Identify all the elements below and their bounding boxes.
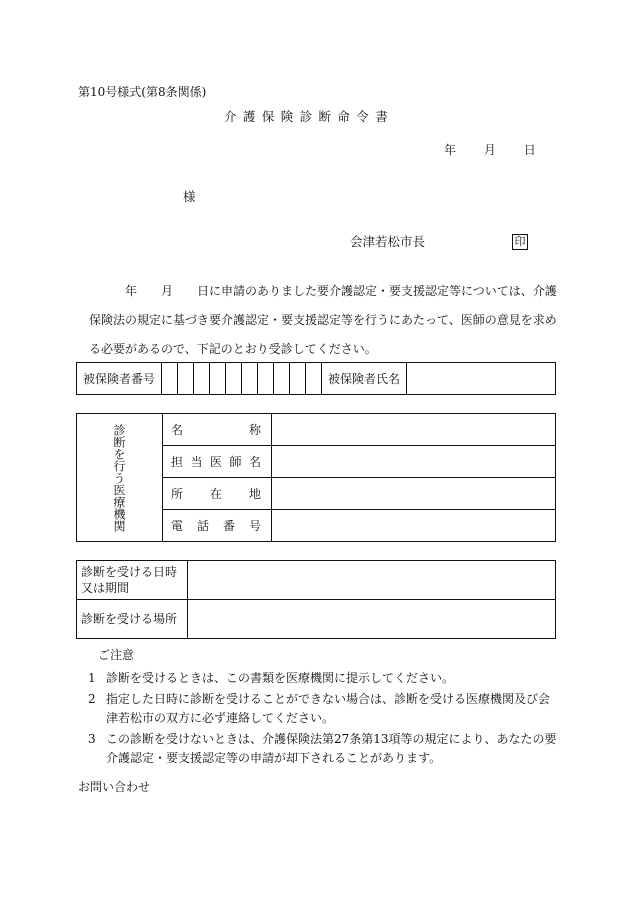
label-char: 称: [248, 423, 261, 437]
date-day: 日: [523, 143, 536, 157]
label-char: 所: [171, 487, 184, 501]
seal-mark: 印: [512, 234, 528, 250]
body-line: る必要があるので、下記のとおり受診してください。: [89, 342, 377, 356]
insured-number-digit[interactable]: [194, 363, 210, 395]
note-item: [88, 669, 558, 688]
form-number: 第10号様式(第8条関係): [78, 85, 207, 99]
institution-name-field[interactable]: [272, 414, 556, 446]
institution-name-label: [163, 414, 272, 446]
label-char: 名: [171, 423, 184, 437]
note-item: [88, 690, 558, 728]
exam-table: [76, 560, 556, 639]
insured-number-digit[interactable]: [162, 363, 178, 395]
insured-number-digit[interactable]: [258, 363, 274, 395]
date-month: 月: [483, 143, 496, 157]
label-char: 話: [196, 519, 209, 533]
address-field[interactable]: [272, 478, 556, 510]
label-char: 医: [209, 455, 222, 469]
label-char: 在: [209, 487, 222, 501]
label-char: 名: [248, 455, 261, 469]
medical-institution-table: [76, 413, 556, 542]
insured-number-digit[interactable]: [226, 363, 242, 395]
body-text: [89, 277, 557, 364]
issuer-name: 会津若松市長: [350, 234, 426, 249]
exam-datetime-label-line1: 診断を受ける日時: [81, 565, 178, 579]
note-item: [88, 730, 558, 768]
notes-heading: ご注意: [98, 648, 135, 662]
document-title: 介護保険診断命令書: [224, 109, 395, 124]
label-char: 担: [171, 455, 184, 469]
note-number: 3: [88, 732, 96, 746]
exam-datetime-field[interactable]: [188, 561, 556, 600]
label-char: 師: [229, 455, 242, 469]
insured-name-label: 被保険者氏名: [322, 363, 407, 395]
exam-datetime-label-line2: 又は期間: [81, 581, 130, 595]
note-text: 指定した日時に診断を受けることができない場合は、診断を受ける医療機関及び会津若松市の双方に必ず連絡してください。: [106, 692, 551, 725]
note-text: 診断を受けるときは、この書類を医療機関に提示してください。: [106, 671, 455, 685]
note-number: 1: [88, 671, 96, 685]
note-text: この診断を受けないときは、介護保険法第27条第13項等の規定により、あなたの要介護認定・要支援認定等の申請が却下されることがあります。: [106, 732, 557, 765]
label-char: 番: [222, 519, 235, 533]
insured-name-field[interactable]: [407, 363, 556, 395]
phone-label: [163, 510, 272, 542]
label-char: 電: [171, 519, 184, 533]
exam-place-field[interactable]: [188, 600, 556, 639]
insured-number-label: 被保険者番号: [77, 363, 162, 395]
doctor-name-label: [163, 446, 272, 478]
addressee-suffix: 様: [183, 189, 196, 204]
label-char: 地: [248, 487, 261, 501]
insured-number-digit[interactable]: [290, 363, 306, 395]
label-char: 号: [248, 519, 261, 533]
insured-number-digit[interactable]: [242, 363, 258, 395]
doctor-name-field[interactable]: [272, 446, 556, 478]
insured-number-digit[interactable]: [210, 363, 226, 395]
address-label: [163, 478, 272, 510]
insured-table: [76, 362, 556, 395]
notes-section: [88, 647, 558, 770]
contact-label: お問い合わせ: [78, 780, 151, 794]
issue-date: [444, 144, 536, 156]
medical-institution-group-label: 診断を行う医療機関: [77, 414, 163, 542]
label-char: 当: [190, 455, 203, 469]
body-line: 保険法の規定に基づき要介護認定・要支援認定等を行うにあたって、医師の意見を求め: [89, 313, 557, 327]
body-line: 年 月 日に申請のありました要介護認定・要支援認定等については、介護: [125, 284, 557, 298]
insured-number-digit[interactable]: [178, 363, 194, 395]
date-year: 年: [444, 143, 457, 157]
note-number: 2: [88, 692, 96, 706]
exam-datetime-label: [77, 561, 188, 600]
phone-field[interactable]: [272, 510, 556, 542]
insured-number-digit[interactable]: [306, 363, 322, 395]
exam-place-label: 診断を受ける場所: [77, 600, 188, 639]
insured-number-digit[interactable]: [274, 363, 290, 395]
